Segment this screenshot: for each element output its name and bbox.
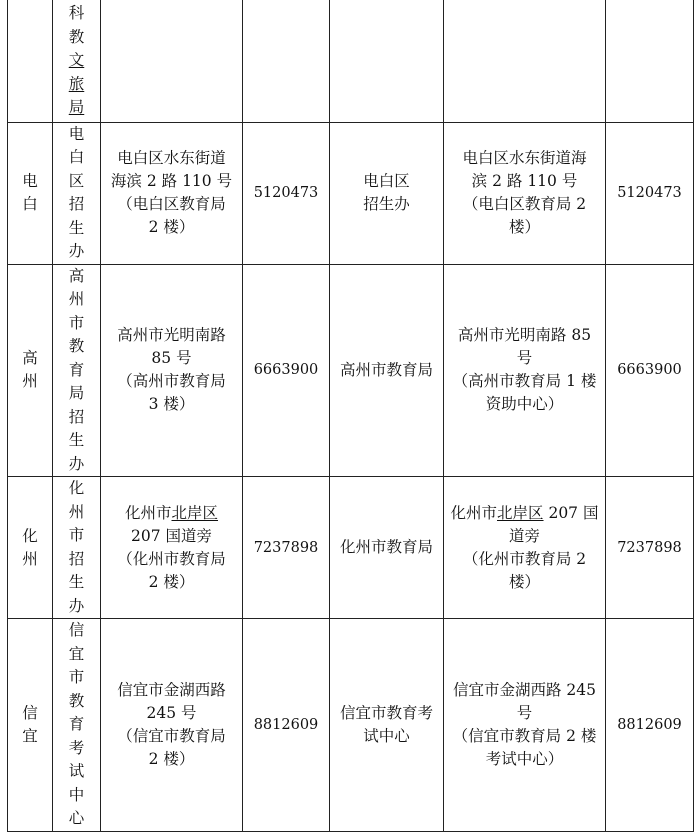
contact-table [7,0,694,832]
office-char: 文 [68,51,85,69]
region-name: 信 宜 [22,703,38,745]
address2-text: 电白区水东街道海 滨 2 路 110 号 （电白区教育局 2 楼） [462,149,587,236]
phone2-text: 6663900 [617,362,682,379]
table-row [8,619,694,832]
phone2-cell [606,122,694,264]
office-char: 旅 [68,74,85,93]
office-name: 化州市招生办 [68,479,85,615]
address2-cell [444,619,606,832]
address1-cell [101,122,243,264]
region-cell [8,477,53,619]
phone2-cell [606,477,694,619]
table-row [8,122,694,264]
address1-text: 化州市北岸区 207 国道旁 （化州市教育局 2 楼） [117,503,226,591]
region-cell [8,122,53,264]
office-name [67,2,87,120]
dept-name: 信宜市教育考 试中心 [339,703,433,745]
table-row [8,264,694,477]
region-cell [8,619,53,832]
phone1-cell [243,619,330,832]
dept-name: 高州市教育局 [339,360,433,379]
address1-cell [101,0,243,122]
phone1-text: 6663900 [253,362,319,379]
dept-cell [330,0,444,122]
office-name: 信宜市教育考试中心 [68,621,85,827]
address2-cell [444,0,606,122]
address2-text: 信宜市金湖西路 245 号 （信宜市教育局 2 楼 考试中心） [452,680,597,768]
office-cell [53,477,101,619]
dept-cell [330,122,444,264]
dept-name: 化州市教育局 [339,538,433,556]
office-cell [53,0,101,122]
office-name: 电白区招生办 [68,124,85,260]
phone2-text: 8812609 [617,716,682,733]
region-cell [8,264,53,477]
address2-text: 高州市光明南路 85 号 （高州市教育局 1 楼 资助中心） [452,326,597,414]
district-link-text: 北岸区 [171,503,219,522]
address1-cell [101,477,243,619]
address2-cell [444,477,606,619]
phone2-cell [606,619,694,832]
table-row [8,0,694,122]
office-cell [53,264,101,477]
region-name: 化 州 [22,526,38,568]
phone1-text: 7237898 [253,539,319,556]
address1-text: 电白区水东街道 海滨 2 路 110 号 （电白区教育局 2 楼） [110,149,233,236]
office-cell [53,122,101,264]
phone2-text: 7237898 [617,539,682,556]
phone2-cell [606,264,694,477]
office-char: 科 [68,4,85,22]
phone1-cell [243,122,330,264]
table-row [8,477,694,619]
address2-text: 化州市北岸区 207 国 道旁 （化州市教育局 2 楼） [450,503,599,591]
address1-cell [101,264,243,477]
phone2-text: 5120473 [617,185,682,201]
address1-text: 高州市光明南路 85 号 （高州市教育局 3 楼） [117,326,226,414]
dept-cell [330,477,444,619]
dept-cell [330,264,444,477]
dept-name: 电白区 招生办 [363,172,410,213]
phone1-text: 8812609 [253,716,319,733]
office-char: 教 [68,27,85,46]
address2-cell [444,122,606,264]
office-name: 高州市教育局招生办 [68,266,85,473]
dept-cell [330,619,444,832]
phone1-cell [243,264,330,477]
address1-cell [101,619,243,832]
region-cell [8,0,53,122]
phone2-cell [606,0,694,122]
phone1-cell [243,477,330,619]
address2-cell [444,264,606,477]
district-link-text: 北岸区 [497,503,544,522]
region-name: 高 州 [22,349,38,391]
region-name: 电 白 [22,172,38,213]
phone1-text: 5120473 [253,185,319,201]
address1-text: 信宜市金湖西路 245 号 （信宜市教育局 2 楼） [117,680,226,768]
office-char: 局 [68,98,85,116]
phone1-cell [243,0,330,122]
office-cell [53,619,101,832]
